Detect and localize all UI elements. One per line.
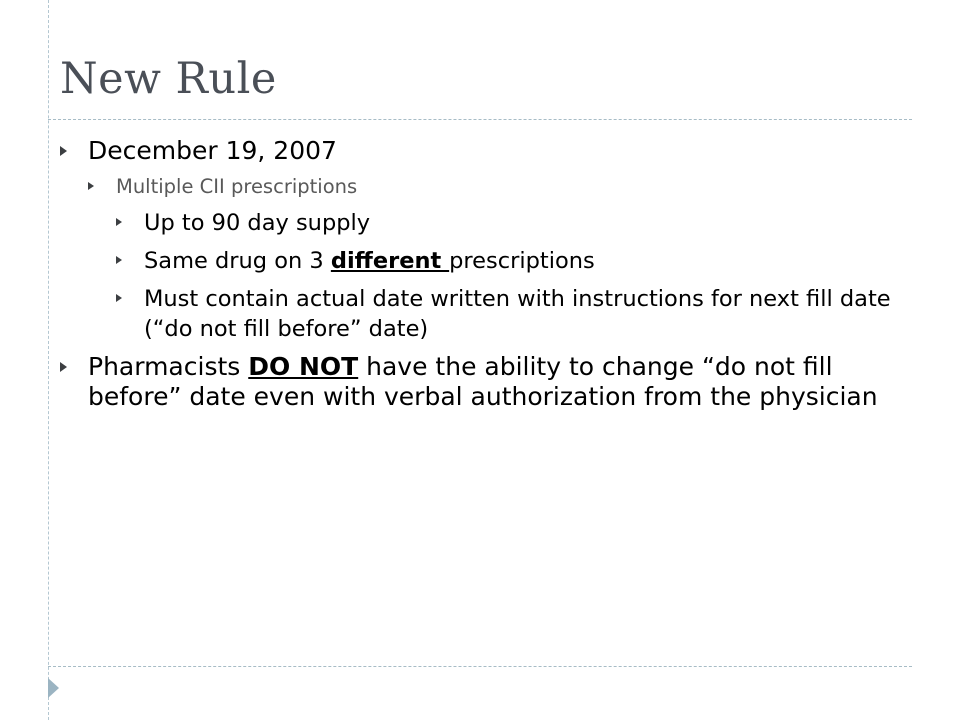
corner-arrow-icon	[48, 678, 59, 698]
bullet-text: Up to 90 day supply	[144, 210, 371, 236]
bullet-arrow-icon	[88, 182, 94, 190]
bullet-arrow-icon	[60, 362, 67, 372]
title-divider	[48, 119, 912, 120]
bullet-text-pre: Pharmacists	[88, 352, 249, 381]
bullet-text: Multiple CII prescriptions	[116, 175, 358, 198]
bullet-same-drug	[60, 246, 910, 276]
bullet-text: December 19, 2007	[88, 136, 337, 165]
bullet-text-pre: Same drug on 3	[144, 248, 331, 274]
slide-content	[60, 136, 910, 420]
bullet-text: Must contain actual date written with instructions for next fill date (“do not fill before” date)	[144, 286, 891, 342]
bullet-arrow-icon	[60, 146, 67, 156]
bullet-pharmacists	[60, 352, 910, 412]
bullet-actual-date	[60, 284, 910, 344]
bullet-multiple-cii	[60, 174, 910, 200]
bullet-text-post: prescriptions	[449, 248, 595, 274]
left-guide-line	[48, 0, 49, 720]
bullet-date	[60, 136, 910, 166]
emphasis-do-not: DO NOT	[248, 352, 359, 381]
bullet-arrow-icon	[116, 218, 122, 226]
slide-title: New Rule	[60, 54, 277, 104]
bullet-arrow-icon	[116, 256, 122, 264]
emphasis-different: different	[330, 248, 450, 274]
bullet-supply	[60, 208, 910, 238]
footer-divider	[48, 666, 912, 667]
bullet-arrow-icon	[116, 294, 122, 302]
bullet-text-post: have the ability to change “do not fill before” date even with verbal authorization from the physician	[88, 352, 878, 411]
